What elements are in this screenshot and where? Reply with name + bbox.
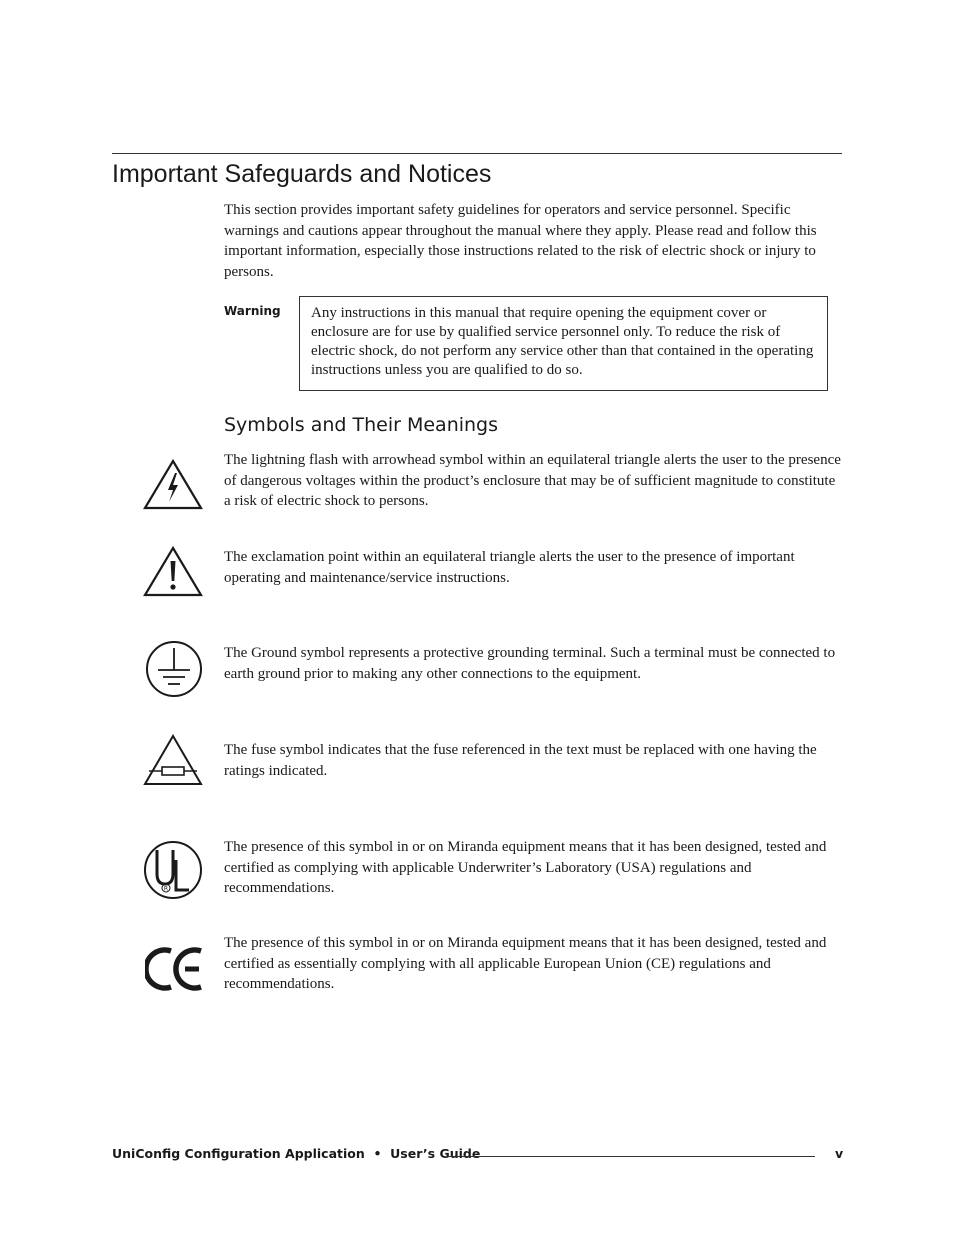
warning-box: Any instructions in this manual that require opening the equipment cover or enclosure are for use by qualified service personnel only. To reduce the risk of electric shock, do not perform any service other than that contained in the operating instructions unless you are qualified to do so. <box>299 296 828 391</box>
ground-icon <box>144 640 204 698</box>
exclamation-triangle-icon <box>142 545 204 599</box>
intro-paragraph: This section provides important safety guidelines for operators and service personnel. Specific warnings and cautions appear throughout the manual where they apply. Please read and follow this important information, especially those instructions related to the risk of electric shock or injury to persons. <box>224 202 817 280</box>
svg-text:R: R <box>163 885 169 893</box>
page-title: Important Safeguards and Notices <box>112 160 492 188</box>
ul-mark-icon <box>143 840 205 900</box>
lightning-triangle-icon <box>142 458 204 512</box>
symbol-text-exclamation: The exclamation point within an equilateral triangle alerts the user to the presence of important operating and maintenance/service instructions. <box>224 549 795 586</box>
symbol-text-ground: The Ground symbol represents a protective grounding terminal. Such a terminal must be connected to earth ground prior to making any other connections to the equipment. <box>224 645 836 682</box>
fuse-triangle-icon <box>142 733 204 787</box>
footer-title: UniConfig Configuration Application • User’s Guide <box>112 1146 481 1161</box>
symbol-text-ce: The presence of this symbol in or on Miranda equipment means that it has been designed, tested and certified as essentially complying with all applicable European Union (CE) regulations and recommendations. <box>224 935 827 992</box>
top-rule <box>112 153 842 154</box>
page-number: v <box>835 1146 844 1161</box>
ce-mark-icon <box>145 946 205 992</box>
symbol-text-ul: The presence of this symbol in or on Miranda equipment means that it has been designed, tested and certified as complying with applicable Underwriter’s Laboratory (USA) regulations and recommendations. <box>224 839 827 896</box>
symbol-text-fuse: The fuse symbol indicates that the fuse referenced in the text must be replaced with one having the ratings indicated. <box>224 742 817 779</box>
footer-rule <box>449 1156 815 1157</box>
warning-label: Warning <box>224 304 281 318</box>
symbol-text-lightning: The lightning flash with arrowhead symbol within an equilateral triangle alerts the user to the presence of dangerous voltages within the product’s enclosure that may be of sufficient magnitude to constitute a risk of electric shock to persons. <box>224 452 841 509</box>
symbols-heading: Symbols and Their Meanings <box>224 414 499 436</box>
